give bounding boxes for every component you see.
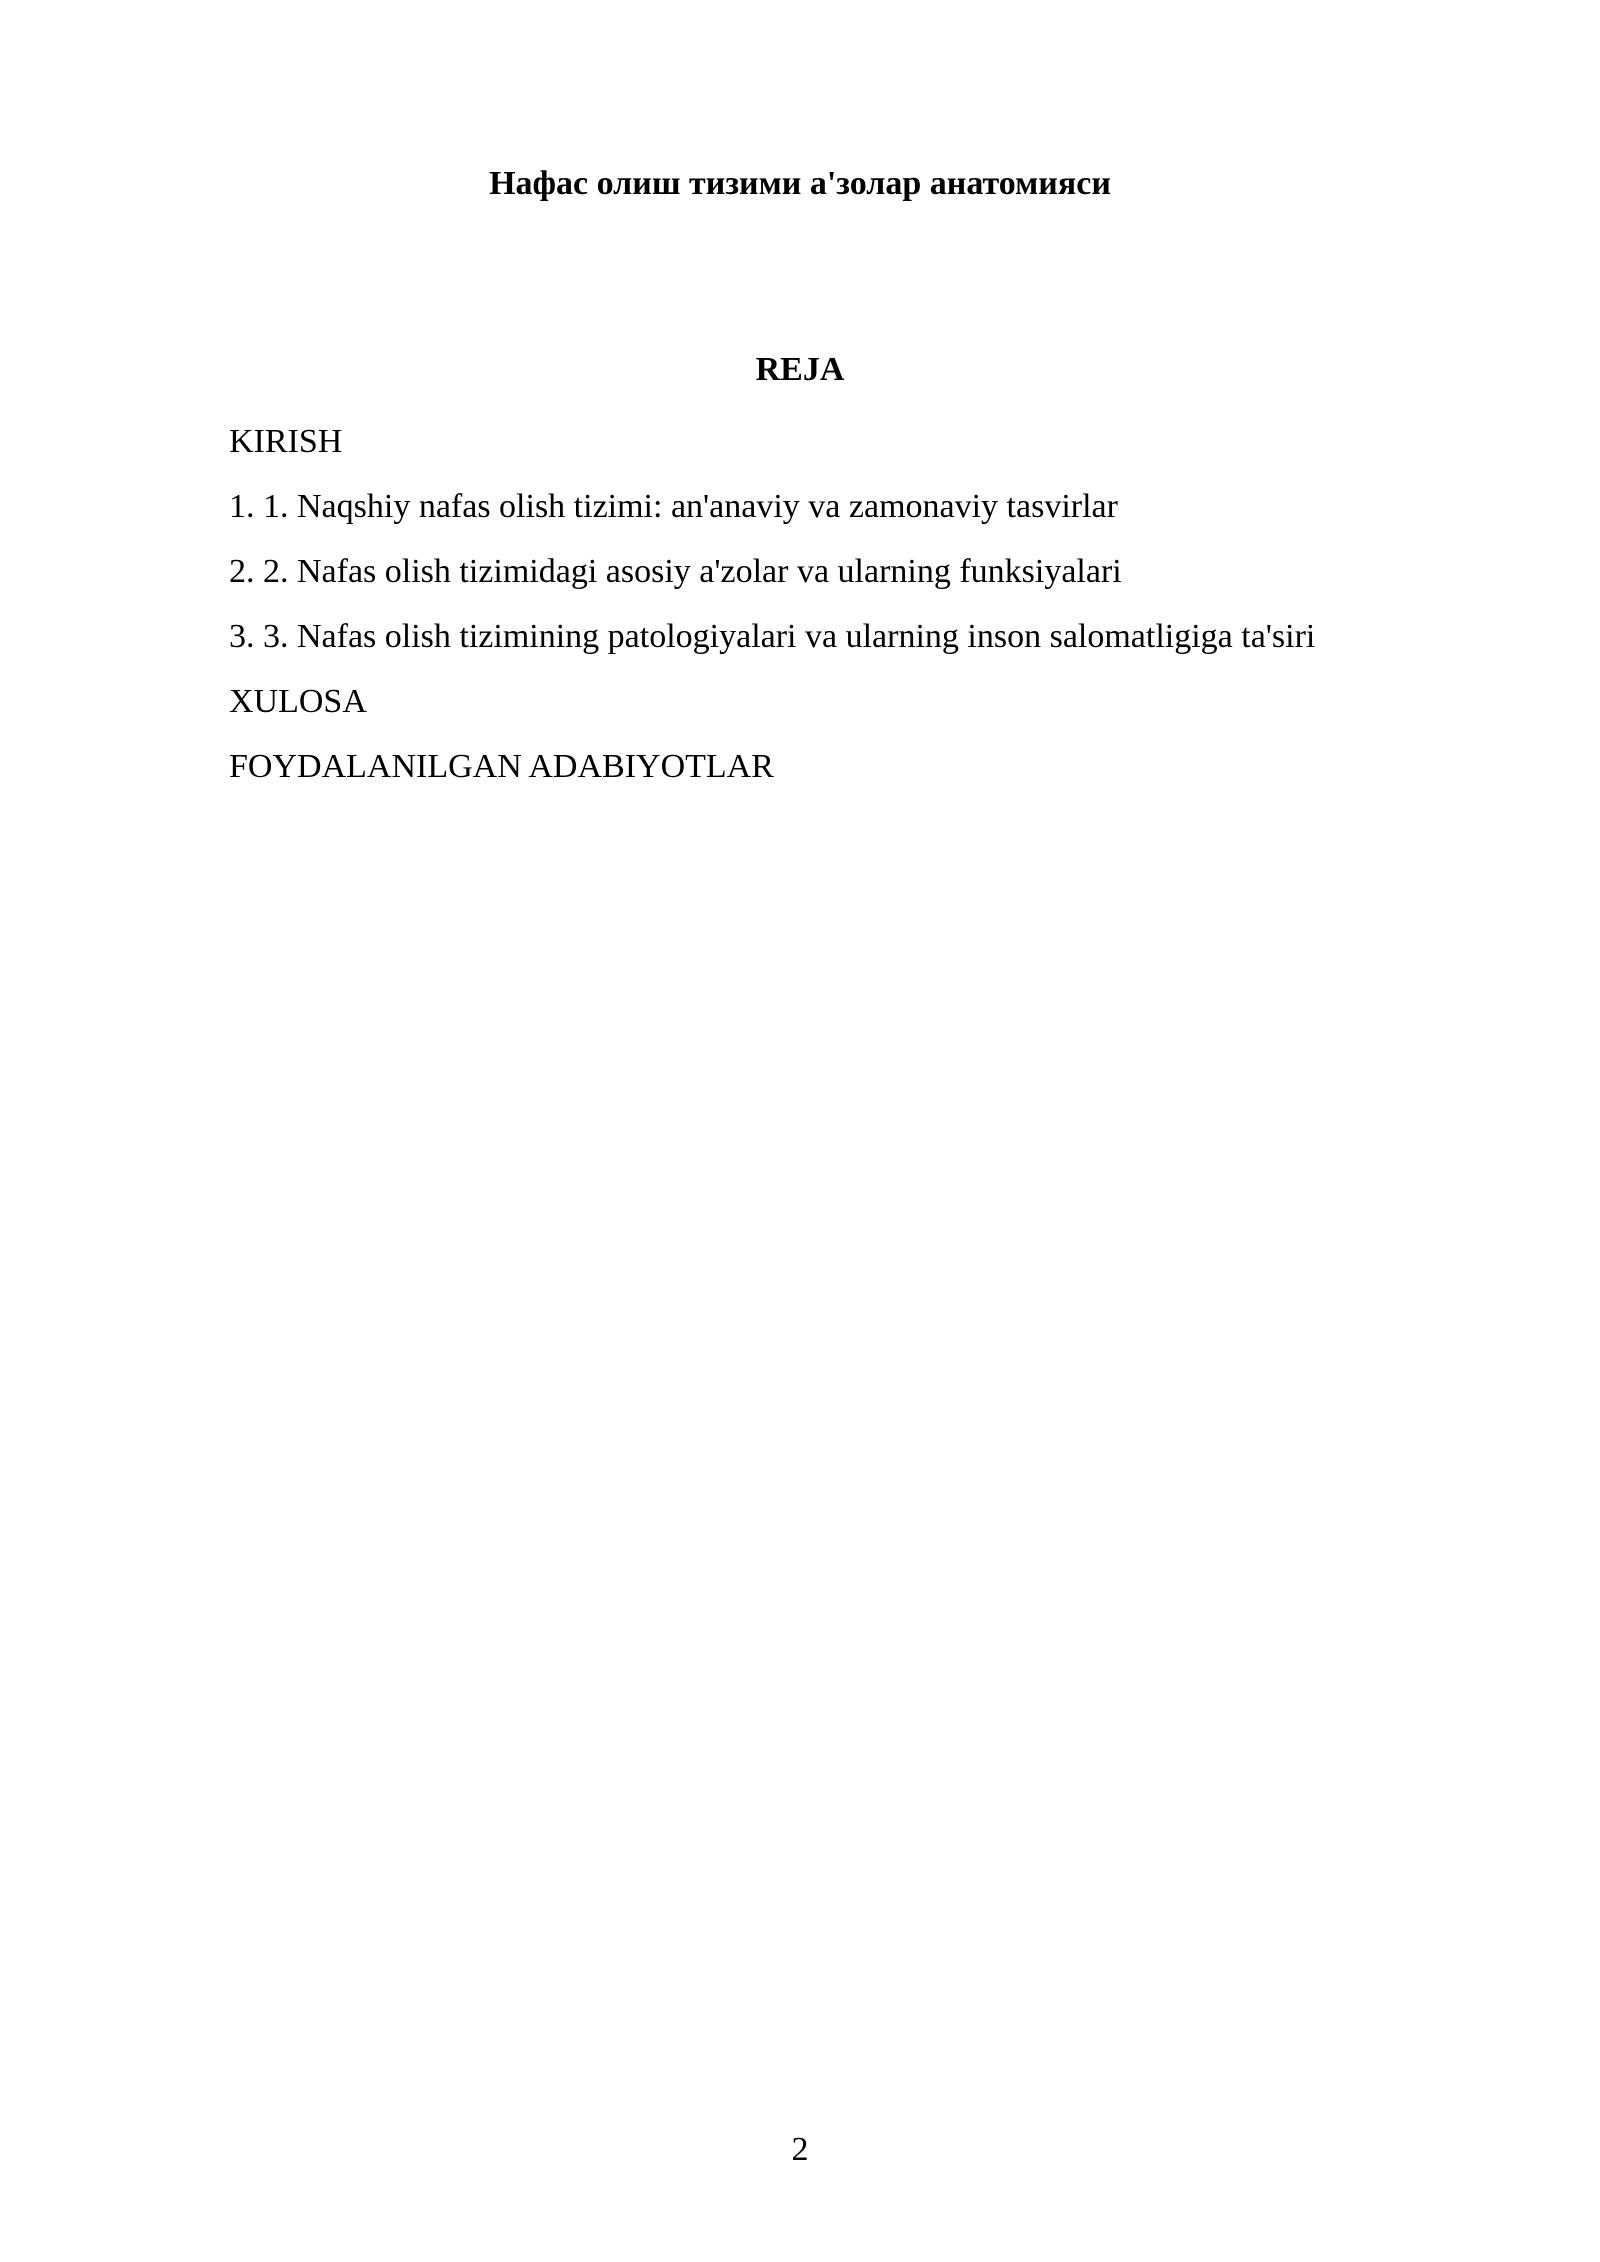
page-number: 2 bbox=[791, 2131, 809, 2168]
plan-item-2: 2. 2. Nafas olish tizimidagi asosiy a'zolar va ularning funksiyalari bbox=[229, 553, 1122, 590]
document-title: Нафас олиш тизими а'золар анатомияси bbox=[489, 165, 1111, 202]
plan-item-conclusion: XULOSA bbox=[229, 683, 367, 720]
plan-item-introduction: KIRISH bbox=[229, 423, 343, 460]
plan-heading: REJA bbox=[755, 351, 845, 388]
plan-item-references: FOYDALANILGAN ADABIYOTLAR bbox=[229, 748, 774, 785]
plan-item-1: 1. 1. Naqshiy nafas olish tizimi: an'anaviy va zamonaviy tasvirlar bbox=[229, 488, 1118, 525]
plan-item-3: 3. 3. Nafas olish tizimining patologiyalari va ularning inson salomatligiga ta'siri bbox=[229, 618, 1316, 655]
plan-list bbox=[229, 420, 1509, 810]
